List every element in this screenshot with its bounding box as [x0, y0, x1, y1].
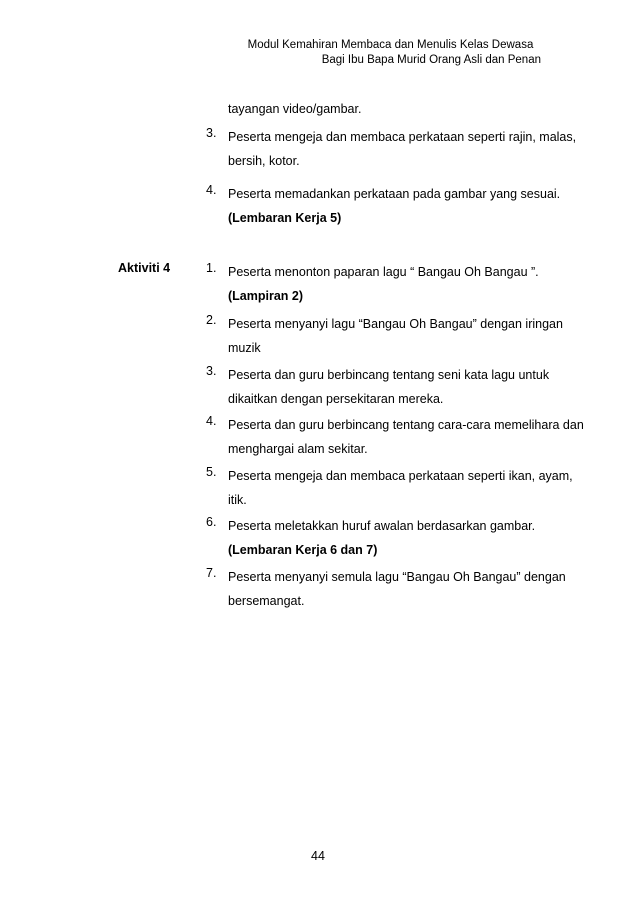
item-text-line: Peserta menyanyi lagu “Bangau Oh Bangau” dengan iringan [228, 317, 563, 331]
continuation-text: tayangan video/gambar. [228, 102, 362, 116]
item-number: 4. [206, 183, 217, 197]
page-header [200, 38, 541, 68]
item-text-line: dikaitkan dengan persekitaran mereka. [228, 391, 444, 406]
item-number: 5. [206, 465, 217, 479]
item-text-line: Peserta menyanyi semula lagu “Bangau Oh Bangau” dengan [228, 570, 566, 584]
activity-label: Aktiviti 4 [118, 261, 171, 275]
item-number: 2. [206, 313, 217, 327]
header-line-1: Modul Kemahiran Membaca dan Menulis Kelas Dewasa [247, 39, 534, 51]
item-number: 7. [206, 566, 217, 580]
item-number: 3. [206, 126, 217, 140]
item-number: 6. [206, 515, 217, 529]
item-number: 3. [206, 364, 217, 378]
item-text-line: Peserta meletakkan huruf awalan berdasarkan gambar. [228, 519, 536, 533]
item-text-line: itik. [228, 492, 247, 507]
header-line-2: Bagi Ibu Bapa Murid Orang Asli dan Penan [321, 54, 541, 66]
item-note: (Lembaran Kerja 5) [228, 210, 342, 225]
item-text-line: muzik [228, 340, 261, 355]
item-number: 4. [206, 414, 217, 428]
item-text-line: Peserta memadankan perkataan pada gambar yang sesuai. [228, 187, 561, 201]
item-text-line: Peserta dan guru berbincang tentang seni kata lagu untuk [228, 368, 550, 382]
page-number: 44 [311, 849, 325, 863]
item-text-line: bersemangat. [228, 593, 305, 608]
item-note: (Lembaran Kerja 6 dan 7) [228, 542, 378, 557]
item-number: 1. [206, 261, 217, 275]
item-text-line: Peserta mengeja dan membaca perkataan seperti rajin, malas, [228, 130, 577, 144]
item-text-line: menghargai alam sekitar. [228, 441, 368, 456]
item-text-line: Peserta mengeja dan membaca perkataan seperti ikan, ayam, [228, 469, 573, 483]
item-text-line: bersih, kotor. [228, 153, 300, 168]
item-note: (Lampiran 2) [228, 288, 304, 303]
item-text-line: Peserta menonton paparan lagu “ Bangau Oh Bangau ”. [228, 265, 539, 279]
item-text-line: Peserta dan guru berbincang tentang cara-cara memelihara dan [228, 418, 584, 432]
